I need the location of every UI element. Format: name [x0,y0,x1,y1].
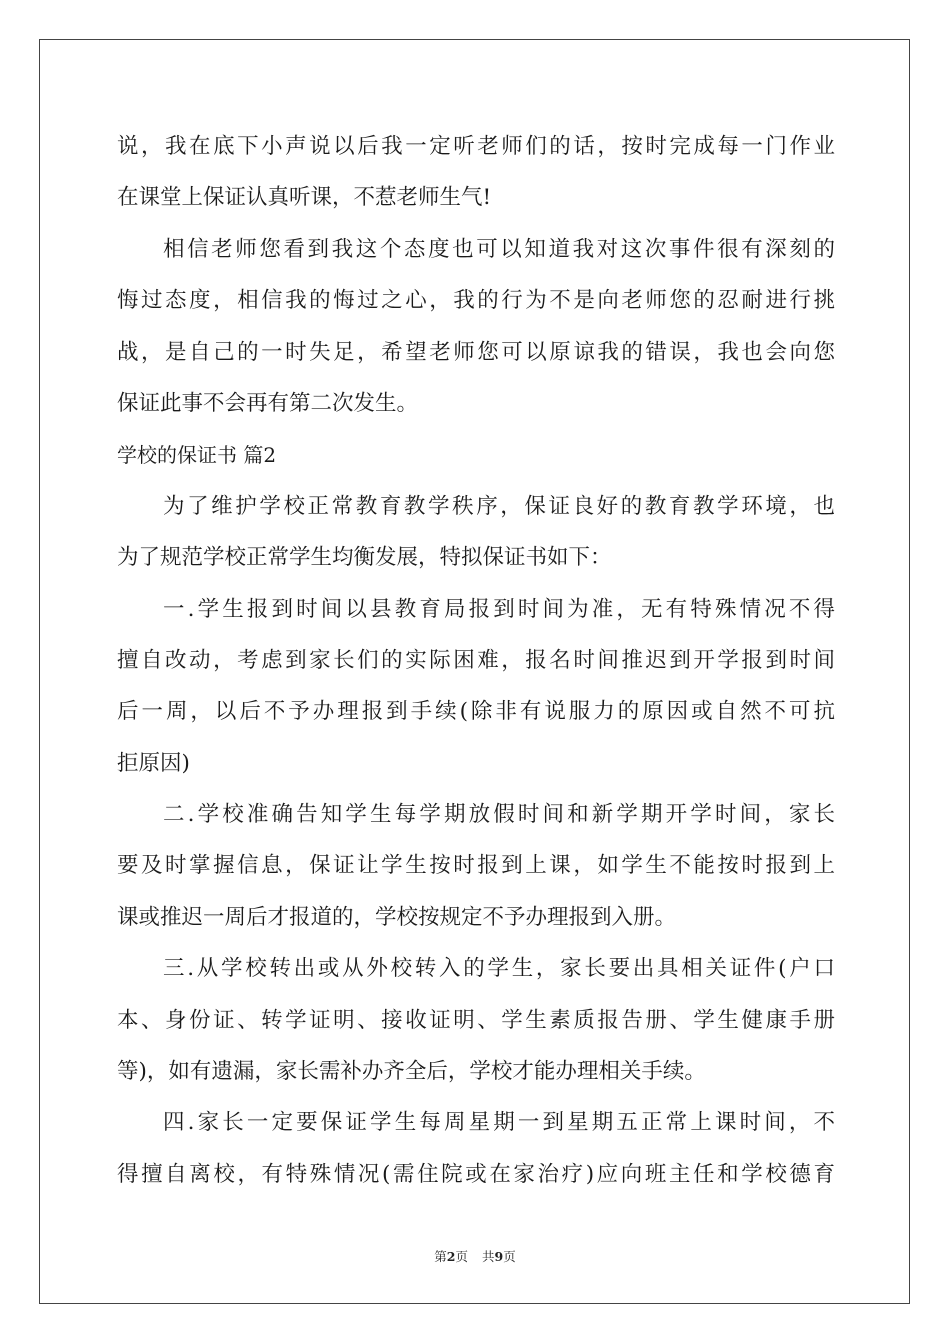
text-line: 要及时掌握信息，保证让学生按时报到上课，如学生不能按时报到上 [117,853,835,879]
text-line: 得擅自离校，有特殊情况(需住院或在家治疗)应向班主任和学校德育 [117,1161,835,1187]
text-line: 四.家长一定要保证学生每周星期一到星期五正常上课时间，不 [163,1110,835,1136]
text-line: 后一周，以后不予办理报到手续(除非有说服力的原因或自然不可抗 [117,699,835,725]
text-line: 一.学生报到时间以县教育局报到时间为准，无有特殊情况不得 [163,596,835,622]
text-line: 保证此事不会再有第二次发生。 [117,390,419,416]
page-footer [0,1247,950,1265]
total-pages-suffix: 页 [503,1249,516,1264]
text-line: 擅自改动，考虑到家长们的实际困难，报名时间推迟到开学报到时间 [117,647,835,673]
document-body [117,127,835,1206]
text-line: 本、身份证、转学证明、接收证明、学生素质报告册、学生健康手册 [117,1007,835,1033]
text-line: 拒原因) [117,750,190,776]
text-line: 悔过态度，相信我的悔过之心，我的行为不是向老师您的忍耐进行挑 [117,288,835,314]
text-line: 为了规范学校正常学生均衡发展，特拟保证书如下： [117,545,612,571]
text-line: 课或推迟一周后才报道的，学校按规定不予办理报到入册。 [117,904,677,930]
text-line: 说，我在底下小声说以后我一定听老师们的话，按时完成每一门作业 [117,134,835,159]
text-line: 为了维护学校正常教育教学秩序，保证良好的教育教学环境，也 [163,493,835,519]
current-page-number: 2 [446,1249,456,1264]
total-pages-number: 9 [494,1249,504,1264]
text-line: 在课堂上保证认真听课，不惹老师生气! [117,185,492,211]
total-pages-prefix: 共 [482,1249,495,1264]
page-number-prefix: 第 [434,1249,447,1264]
text-line: 战，是自己的一时失足，希望老师您可以原谅我的错误，我也会向您 [117,339,835,365]
section-heading: 学校的保证书 篇2 [117,443,277,468]
text-line: 相信老师您看到我这个态度也可以知道我对这次事件很有深刻的 [163,236,835,262]
text-line: 三.从学校转出或从外校转入的学生，家长要出具相关证件(户口 [163,956,835,982]
page-number-suffix: 页 [455,1249,468,1264]
text-line: 等)，如有遗漏，家长需补办齐全后，学校才能办理相关手续。 [117,1059,706,1085]
text-line: 二.学校准确告知学生每学期放假时间和新学期开学时间，家长 [163,802,835,828]
